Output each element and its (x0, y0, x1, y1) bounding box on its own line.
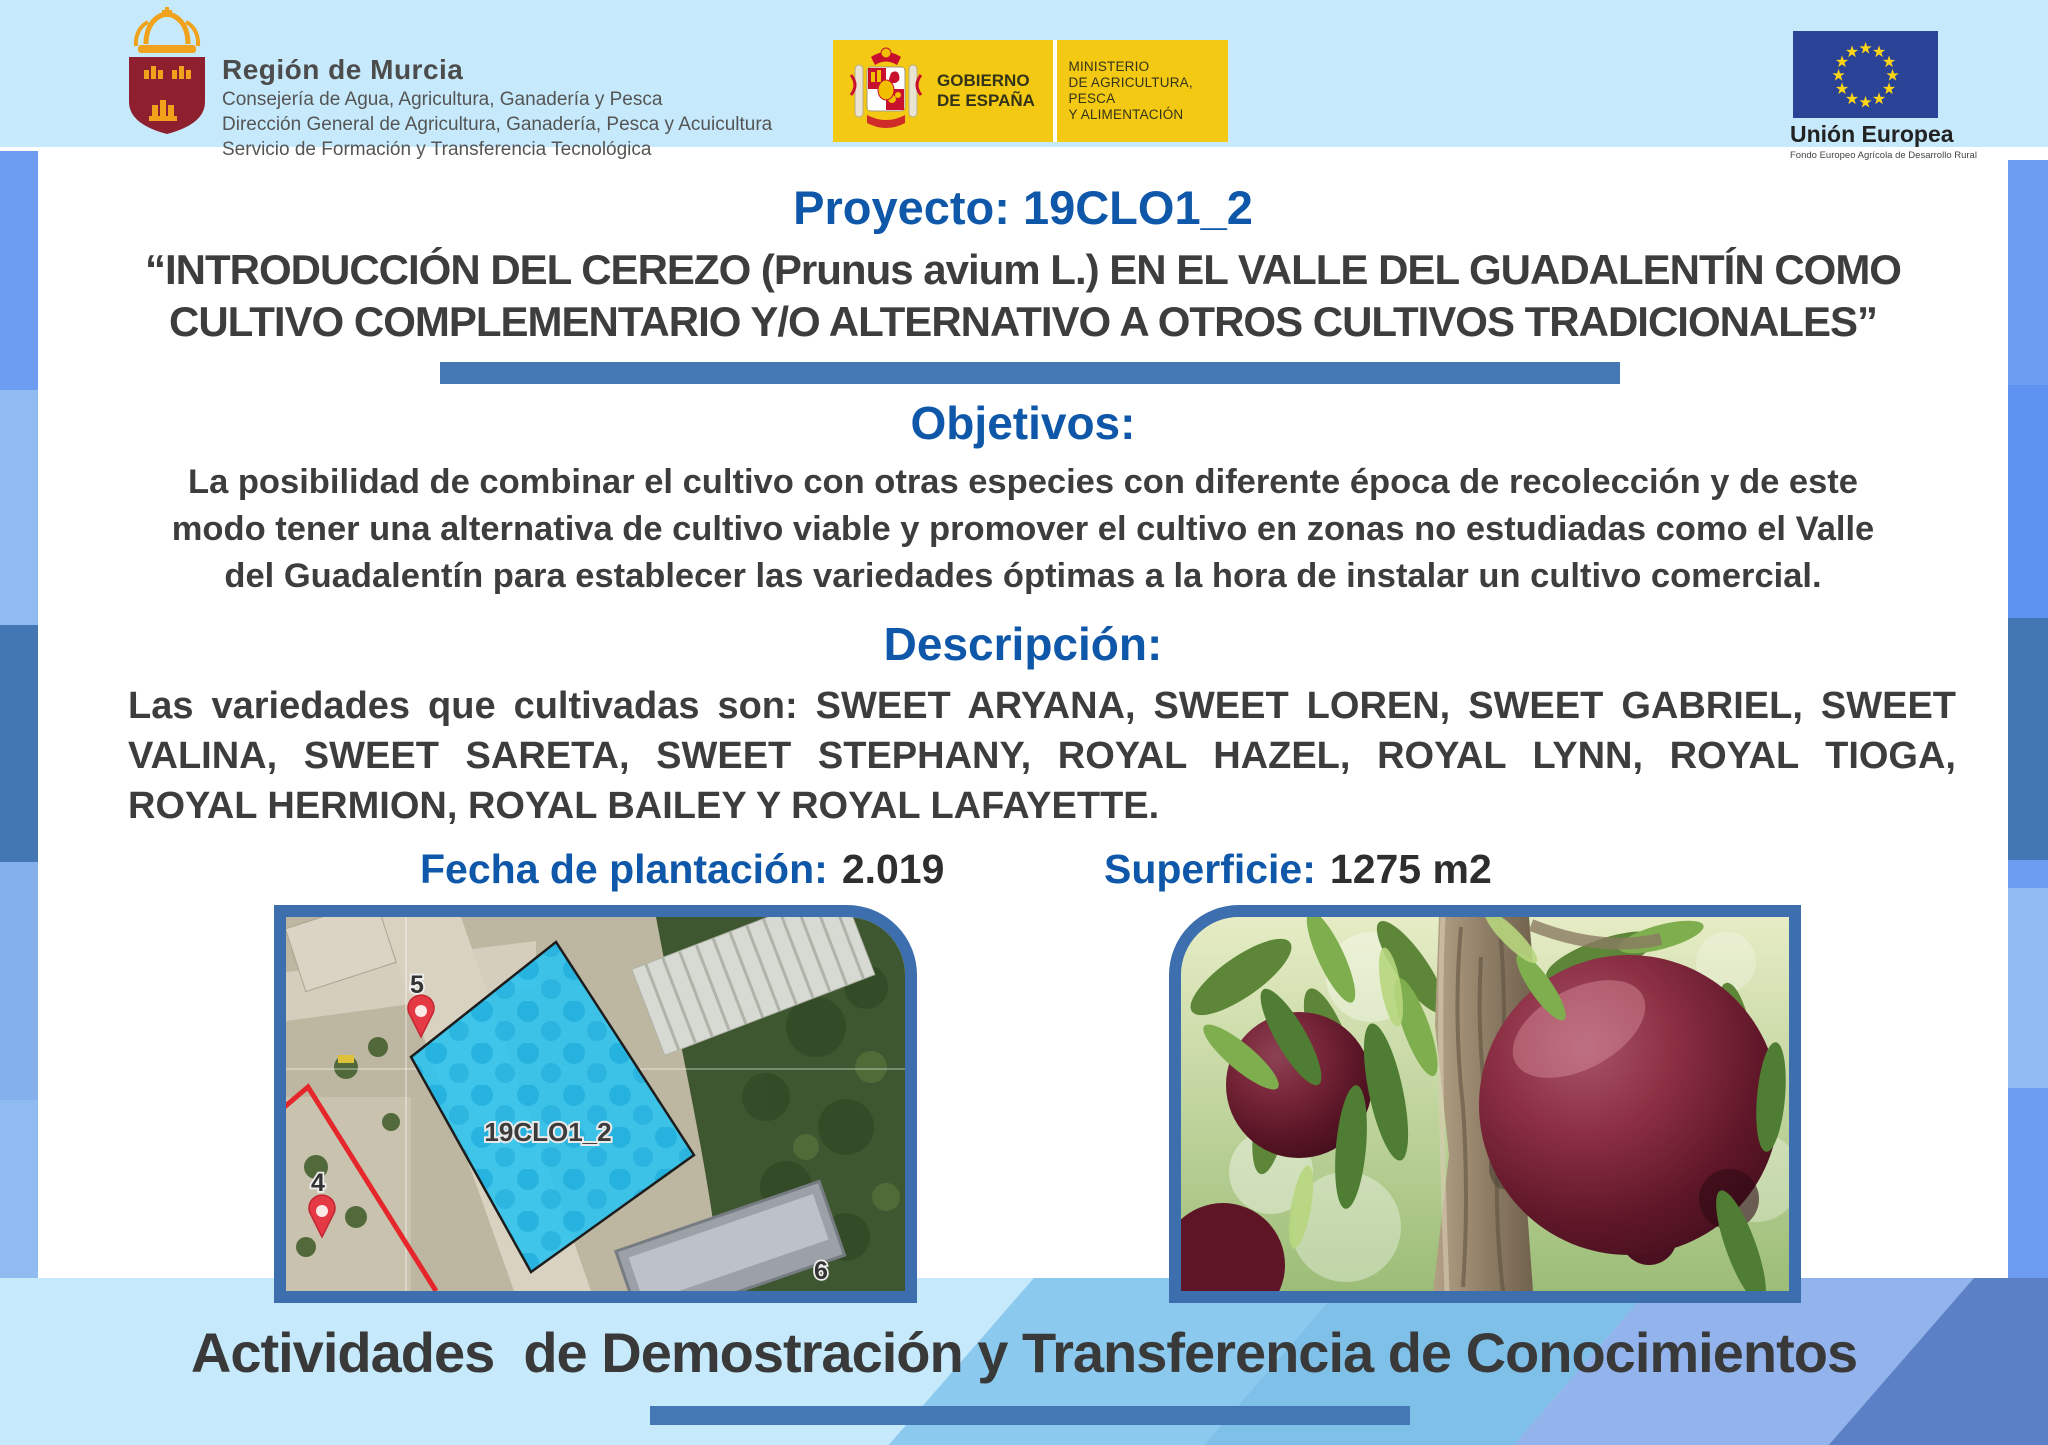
cherry-photo-graphic (1181, 917, 1789, 1291)
objetivos-line1: La posibilidad de combinar el cultivo con otras especies con diferente época de recolección y de este (188, 463, 1858, 501)
map-pin-4-label: 4 (311, 1169, 325, 1197)
murcia-line2: Dirección General de Agricultura, Ganadería, Pesca y Acuicultura (222, 114, 773, 135)
project-code-heading: Proyecto: 19CLO1_2 (793, 181, 1253, 234)
project-title-line2: CULTIVO COMPLEMENTARIO Y/O ALTERNATIVO A OTROS CULTIVOS TRADICIONALES” (169, 298, 1877, 345)
ministry-line2: DE AGRICULTURA, PESCA (1068, 75, 1193, 106)
left-accent-strip (0, 151, 38, 1283)
objetivos-line2: modo tener una alternativa de cultivo viable y promover el cultivo en zonas no estudiadas como el Valle (171, 510, 1875, 548)
aerial-map-image (274, 905, 917, 1303)
murcia-line3: Servicio de Formación y Transferencia Tecnológica (222, 139, 652, 160)
planting-date-value: 2.019 (841, 846, 945, 892)
map-pin-5-label: 5 (410, 971, 424, 999)
descripcion-line1: Las variedades que cultivadas son: SWEET ARYANA, SWEET LOREN, SWEET GABRIEL, SWEET (128, 685, 1956, 727)
objetivos-line3: del Guadalentín para establecer las variedades óptimas a la hora de instalar un cultivo comercial. (224, 557, 1822, 595)
left-accent-segment (0, 1100, 38, 1283)
svg-text:★: ★ (1831, 65, 1846, 85)
left-accent-segment (0, 151, 38, 390)
left-accent-segment (0, 390, 38, 625)
surface-value: 1275 m2 (1329, 846, 1492, 892)
ministry-line1: MINISTERIO (1068, 59, 1150, 74)
right-accent-segment (2008, 385, 2048, 618)
murcia-coat-of-arms-icon (122, 4, 212, 136)
eu-subtitle: Fondo Europeo Agrícola de Desarrollo Rural (1790, 150, 1977, 161)
svg-text:★: ★ (1871, 42, 1887, 62)
eu-logo-block (1790, 31, 2008, 161)
gobierno-divider (1053, 40, 1057, 142)
cherry-tree-photo (1169, 905, 1801, 1303)
svg-text:★: ★ (1881, 52, 1897, 72)
planting-date-fact (420, 846, 944, 893)
right-accent-segment (2008, 160, 2048, 385)
svg-text:★: ★ (1881, 79, 1897, 98)
ministry-name (1069, 59, 1228, 123)
parcel-label: 19CLO1_2 (484, 1117, 612, 1147)
spain-coat-of-arms-icon (847, 45, 925, 137)
svg-text:★: ★ (1885, 65, 1900, 85)
descripcion-line2: VALINA, SWEET SARETA, SWEET STEPHANY, ROYAL HAZEL, ROYAL LYNN, ROYAL TIOGA, (128, 735, 1956, 777)
gobierno-name-line2: DE ESPAÑA (937, 91, 1035, 110)
map-marker-6-label: 6 (814, 1257, 828, 1285)
svg-text:★: ★ (1844, 89, 1860, 108)
right-accent-segment (2008, 888, 2048, 1088)
left-accent-segment (0, 862, 38, 1100)
title-underline-bar (440, 362, 1620, 384)
header-band (0, 0, 2048, 161)
footer-underline-bar (650, 1406, 1410, 1425)
right-accent-segment (2008, 1088, 2048, 1283)
ministry-line3: Y ALIMENTACIÓN (1068, 107, 1184, 122)
descripcion-paragraph (128, 681, 1956, 831)
left-accent-segment (0, 625, 38, 862)
svg-text:★: ★ (1844, 42, 1860, 62)
surface-label: Superficie: (1104, 846, 1316, 892)
aerial-map-graphic (286, 917, 905, 1291)
descripcion-heading: Descripción: (883, 618, 1163, 670)
murcia-title: Región de Murcia (222, 54, 464, 85)
gobierno-espana-logo (833, 40, 1228, 142)
surface-fact (1104, 846, 1492, 893)
svg-text:★: ★ (1834, 52, 1850, 72)
svg-text:★: ★ (1834, 79, 1850, 98)
descripcion-line3: ROYAL HERMION, ROYAL BAILEY Y ROYAL LAFAYETTE. (128, 785, 1160, 827)
right-accent-segment (2008, 618, 2048, 860)
eu-flag-icon (1793, 31, 1938, 118)
project-title (38, 244, 2008, 348)
murcia-header-text (222, 54, 842, 161)
svg-text:★: ★ (1858, 38, 1873, 58)
planting-date-label: Fecha de plantación: (420, 846, 828, 892)
svg-text:★: ★ (1871, 89, 1887, 108)
right-accent-segment (2008, 860, 2048, 888)
objetivos-heading: Objetivos: (910, 397, 1136, 449)
eu-title: Unión Europea (1790, 121, 1954, 147)
objetivos-paragraph (38, 459, 2008, 600)
project-title-line1: “INTRODUCCIÓN DEL CEREZO (Prunus avium L.) EN EL VALLE DEL GUADALENTÍN COMO (145, 246, 1901, 293)
svg-text:★: ★ (1858, 92, 1873, 112)
footer-title: Actividades de Demostración y Transferencia de Conocimientos (190, 1321, 1858, 1384)
gobierno-name (937, 71, 1045, 111)
gobierno-name-line1: GOBIERNO (937, 71, 1030, 90)
right-accent-strip (2008, 160, 2048, 1283)
murcia-line1: Consejería de Agua, Agricultura, Ganadería y Pesca (222, 89, 663, 110)
